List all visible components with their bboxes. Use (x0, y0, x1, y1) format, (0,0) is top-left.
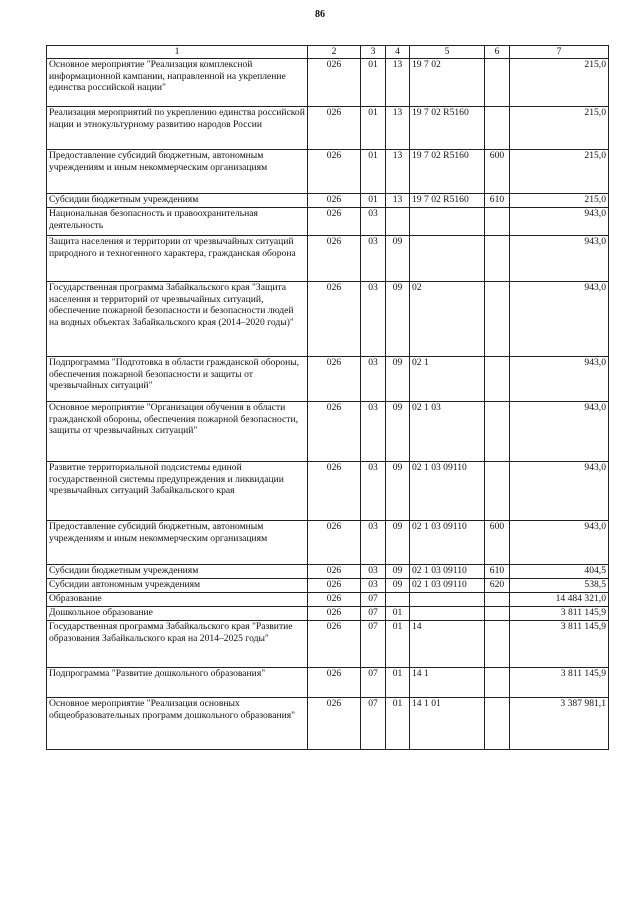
section-code: 01 (361, 194, 386, 208)
amount: 3 811 145,9 (510, 621, 609, 668)
amount: 404,5 (510, 565, 609, 579)
item-name: Предоставление субсидий бюджетным, автономным учреждениям и иным некоммерческим организациям (47, 150, 308, 194)
target-article-code: 02 1 03 09110 (410, 521, 485, 565)
section-code: 01 (361, 59, 386, 107)
expense-type-code (485, 402, 510, 462)
target-article-code (410, 236, 485, 282)
grbs-code: 026 (308, 282, 361, 357)
table-row (47, 194, 609, 208)
section-code: 03 (361, 579, 386, 593)
column-header: 5 (410, 46, 485, 59)
expense-type-code (485, 668, 510, 698)
section-code: 03 (361, 521, 386, 565)
table-header-row (47, 46, 609, 59)
target-article-code: 19 7 02 R5160 (410, 150, 485, 194)
expense-type-code (485, 107, 510, 150)
item-name: Предоставление субсидий бюджетным, автономным учреждениям и иным некоммерческим организациям (47, 521, 308, 565)
section-code: 07 (361, 621, 386, 668)
item-name: Защита населения и территории от чрезвычайных ситуаций природного и техногенного характера, гражданская оборона (47, 236, 308, 282)
target-article-code: 02 1 03 09110 (410, 565, 485, 579)
grbs-code: 026 (308, 194, 361, 208)
grbs-code: 026 (308, 236, 361, 282)
grbs-code: 026 (308, 357, 361, 402)
subsection-code (386, 593, 410, 607)
grbs-code: 026 (308, 59, 361, 107)
section-code: 01 (361, 107, 386, 150)
expense-type-code (485, 282, 510, 357)
table-row (47, 668, 609, 698)
expense-type-code: 610 (485, 194, 510, 208)
grbs-code: 026 (308, 621, 361, 668)
amount: 943,0 (510, 357, 609, 402)
grbs-code: 026 (308, 462, 361, 521)
item-name: Развитие территориальной подсистемы единой государственной системы предупреждения и ликвидации чрезвычайных ситуаций Забайкальского края (47, 462, 308, 521)
item-name: Дошкольное образование (47, 607, 308, 621)
target-article-code (410, 593, 485, 607)
subsection-code: 13 (386, 59, 410, 107)
grbs-code: 026 (308, 607, 361, 621)
target-article-code: 02 1 03 09110 (410, 579, 485, 593)
expense-type-code: 600 (485, 521, 510, 565)
amount: 943,0 (510, 521, 609, 565)
amount: 943,0 (510, 208, 609, 236)
expense-type-code (485, 236, 510, 282)
subsection-code: 09 (386, 462, 410, 521)
section-code: 07 (361, 698, 386, 750)
expense-type-code: 620 (485, 579, 510, 593)
target-article-code (410, 607, 485, 621)
amount: 538,5 (510, 579, 609, 593)
target-article-code (410, 208, 485, 236)
item-name: Национальная безопасность и правоохранительная деятельность (47, 208, 308, 236)
item-name: Подпрограмма "Развитие дошкольного образования" (47, 668, 308, 698)
table-row (47, 402, 609, 462)
item-name: Государственная программа Забайкальского края "Развитие образования Забайкальского края на 2014–2025 годы" (47, 621, 308, 668)
subsection-code: 09 (386, 579, 410, 593)
expense-type-code (485, 593, 510, 607)
expense-type-code (485, 607, 510, 621)
grbs-code: 026 (308, 402, 361, 462)
section-code: 03 (361, 282, 386, 357)
table-row (47, 208, 609, 236)
subsection-code: 01 (386, 607, 410, 621)
column-header: 4 (386, 46, 410, 59)
expense-type-code (485, 208, 510, 236)
subsection-code: 01 (386, 668, 410, 698)
item-name: Реализация мероприятий по укреплению единства российской нации и этнокультурному развитию народов России (47, 107, 308, 150)
expense-type-code (485, 621, 510, 668)
amount: 943,0 (510, 282, 609, 357)
table-row (47, 236, 609, 282)
subsection-code: 09 (386, 521, 410, 565)
column-header: 7 (510, 46, 609, 59)
subsection-code: 13 (386, 150, 410, 194)
amount: 943,0 (510, 462, 609, 521)
item-name: Государственная программа Забайкальского края "Защита населения и территорий от чрезвычайных ситуаций, обеспечение пожарной безопасности и безопасности людей на водных объектах Забайкальского края (2014–2020 годы)" (47, 282, 308, 357)
target-article-code: 02 1 03 (410, 402, 485, 462)
grbs-code: 026 (308, 521, 361, 565)
section-code: 07 (361, 668, 386, 698)
target-article-code: 19 7 02 (410, 59, 485, 107)
expense-type-code (485, 698, 510, 750)
amount: 14 484 321,0 (510, 593, 609, 607)
table-row (47, 282, 609, 357)
table-row (47, 621, 609, 668)
subsection-code: 13 (386, 194, 410, 208)
grbs-code: 026 (308, 107, 361, 150)
expense-type-code (485, 357, 510, 402)
section-code: 03 (361, 402, 386, 462)
table-row (47, 521, 609, 565)
section-code: 03 (361, 565, 386, 579)
section-code: 03 (361, 462, 386, 521)
table-row (47, 565, 609, 579)
expense-type-code: 600 (485, 150, 510, 194)
grbs-code: 026 (308, 150, 361, 194)
table-row (47, 593, 609, 607)
amount: 943,0 (510, 236, 609, 282)
section-code: 03 (361, 208, 386, 236)
item-name: Субсидии бюджетным учреждениям (47, 194, 308, 208)
target-article-code: 14 1 01 (410, 698, 485, 750)
target-article-code: 02 1 (410, 357, 485, 402)
table-row (47, 59, 609, 107)
subsection-code (386, 208, 410, 236)
table-row (47, 698, 609, 750)
section-code: 01 (361, 150, 386, 194)
table-row (47, 579, 609, 593)
expense-type-code (485, 59, 510, 107)
table-row (47, 150, 609, 194)
table-row (47, 107, 609, 150)
item-name: Основное мероприятие "Реализация основных общеобразовательных программ дошкольного образования" (47, 698, 308, 750)
subsection-code: 01 (386, 621, 410, 668)
grbs-code: 026 (308, 208, 361, 236)
amount: 3 387 981,1 (510, 698, 609, 750)
expense-type-code (485, 462, 510, 521)
item-name: Основное мероприятие "Организация обучения в области гражданской обороны, обеспечения пожарной безопасности, защиты от чрезвычайных ситуаций" (47, 402, 308, 462)
subsection-code: 09 (386, 402, 410, 462)
subsection-code: 01 (386, 698, 410, 750)
subsection-code: 09 (386, 357, 410, 402)
grbs-code: 026 (308, 593, 361, 607)
page-number: 86 (315, 9, 325, 20)
item-name: Субсидии бюджетным учреждениям (47, 565, 308, 579)
subsection-code: 09 (386, 565, 410, 579)
amount: 3 811 145,9 (510, 607, 609, 621)
expense-type-code: 610 (485, 565, 510, 579)
subsection-code: 13 (386, 107, 410, 150)
grbs-code: 026 (308, 579, 361, 593)
target-article-code: 19 7 02 R5160 (410, 194, 485, 208)
amount: 943,0 (510, 402, 609, 462)
target-article-code: 02 (410, 282, 485, 357)
column-header: 6 (485, 46, 510, 59)
amount: 215,0 (510, 194, 609, 208)
amount: 215,0 (510, 150, 609, 194)
item-name: Образование (47, 593, 308, 607)
item-name: Субсидии автономным учреждениям (47, 579, 308, 593)
target-article-code: 14 (410, 621, 485, 668)
grbs-code: 026 (308, 698, 361, 750)
target-article-code: 02 1 03 09110 (410, 462, 485, 521)
section-code: 03 (361, 357, 386, 402)
grbs-code: 026 (308, 565, 361, 579)
column-header: 3 (361, 46, 386, 59)
target-article-code: 19 7 02 R5160 (410, 107, 485, 150)
column-header: 2 (308, 46, 361, 59)
table-row (47, 462, 609, 521)
subsection-code: 09 (386, 236, 410, 282)
section-code: 03 (361, 236, 386, 282)
budget-table (46, 45, 609, 750)
amount: 3 811 145,9 (510, 668, 609, 698)
table-row (47, 357, 609, 402)
section-code: 07 (361, 593, 386, 607)
item-name: Основное мероприятие "Реализация комплексной информационной кампании, направленной на укрепление единства российской нации" (47, 59, 308, 107)
item-name: Подпрограмма "Подготовка в области гражданской обороны, обеспечения пожарной безопасности и защиты от чрезвычайных ситуаций" (47, 357, 308, 402)
amount: 215,0 (510, 107, 609, 150)
target-article-code: 14 1 (410, 668, 485, 698)
subsection-code: 09 (386, 282, 410, 357)
section-code: 07 (361, 607, 386, 621)
amount: 215,0 (510, 59, 609, 107)
column-header: 1 (47, 46, 308, 59)
table-row (47, 607, 609, 621)
grbs-code: 026 (308, 668, 361, 698)
